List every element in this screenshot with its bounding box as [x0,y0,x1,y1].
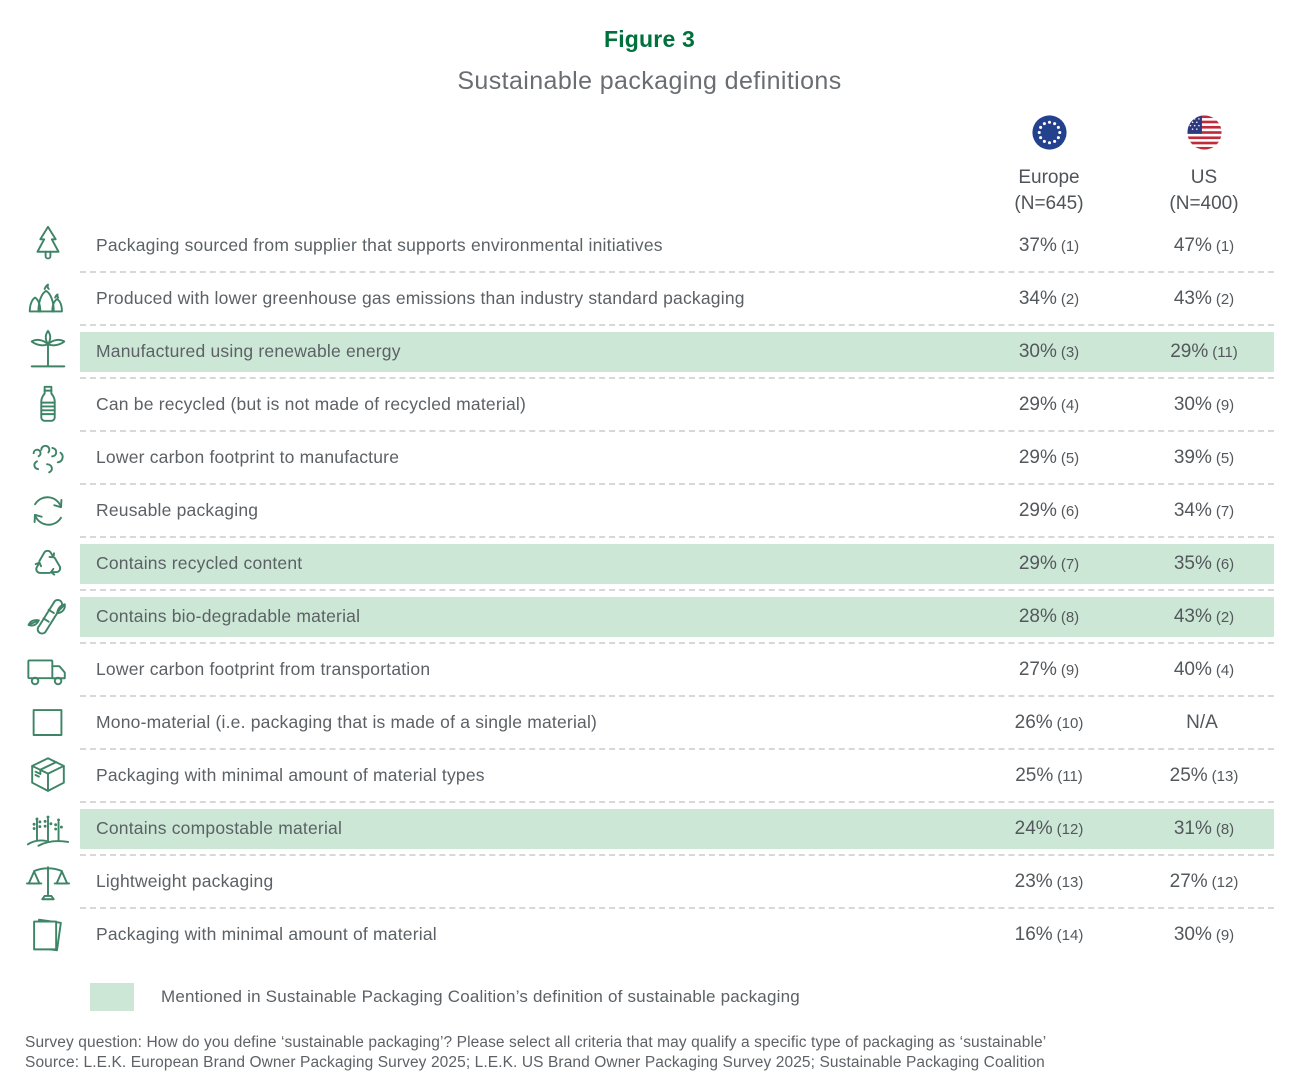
table-row [25,431,1274,484]
europe-value: 28% (8) [1018,605,1080,627]
us-value: 40% (4) [1173,658,1235,680]
us-value: 25% (13) [1169,764,1239,786]
europe-value: 30% (3) [1018,340,1080,362]
carbon-smoke-icon [25,435,80,481]
us-column-name: US [1190,167,1218,188]
row-label: Mono-material (i.e. packaging that is made of a single material) [96,712,598,732]
europe-value: 23% (13) [1014,870,1084,892]
europe-column-name: Europe [1018,167,1080,188]
row-label: Contains bio-degradable material [96,606,361,626]
row-label: Packaging with minimal amount of material types [96,765,485,785]
mono-material-square-icon [25,700,80,746]
pine-tree-icon [25,223,80,269]
us-value: 43% (2) [1173,287,1235,309]
row-label: Can be recycled (but is not made of recycled material) [96,394,527,414]
us-flag-icon [1184,112,1225,153]
table-row [25,855,1274,908]
europe-value: 25% (11) [1015,764,1083,786]
us-value: 39% (5) [1173,446,1235,468]
europe-value: 27% (9) [1018,658,1080,680]
us-value: 31% (8) [1173,817,1235,839]
table-row [25,325,1274,378]
europe-value: 29% (6) [1018,499,1080,521]
row-label: Lower carbon footprint to manufacture [96,447,400,467]
table-row [25,484,1274,537]
row-label: Packaging sourced from supplier that supports environmental initiatives [96,235,663,255]
table-row [25,696,1274,749]
table-row [25,272,1274,325]
row-label: Reusable packaging [96,500,259,520]
table-row [25,537,1274,590]
europe-value: 37% (1) [1018,234,1080,256]
table-row [25,643,1274,696]
highlight-legend [90,983,1274,1011]
balance-scale-icon [25,859,80,905]
reuse-arrows-icon [25,488,80,534]
eu-flag-icon [1029,112,1070,153]
europe-value: 29% (4) [1018,393,1080,415]
europe-value: 16% (14) [1014,923,1084,945]
table-row [25,802,1274,855]
europe-value: 34% (2) [1018,287,1080,309]
row-label: Packaging with minimal amount of material [96,924,437,944]
row-label: Manufactured using renewable energy [96,341,401,361]
table-row [25,590,1274,643]
compost-plants-icon [25,806,80,852]
table-row [25,749,1274,802]
us-value: N/A [1186,711,1218,733]
plastic-bottle-icon [25,382,80,428]
emissions-mountains-icon [25,276,80,322]
table-row [25,378,1274,431]
us-value: 30% (9) [1173,393,1235,415]
row-label: Lower carbon footprint from transportation [96,659,431,679]
row-label: Contains compostable material [96,818,343,838]
us-value: 29% (11) [1170,340,1238,362]
legend-swatch [90,983,134,1011]
figure-label: Figure 3 [603,26,696,52]
figure-title: Sustainable packaging definitions [457,67,842,95]
column-header-europe [974,112,1124,217]
europe-value: 26% (10) [1014,711,1084,733]
us-value: 27% (12) [1169,870,1239,892]
us-value: 47% (1) [1173,234,1235,256]
definitions-table [25,219,1274,961]
source-note: Source: L.E.K. European Brand Owner Packaging Survey 2025; L.E.K. US Brand Owner Packaging Survey 2025; Sustainable Packaging Coalition [25,1054,1045,1071]
us-sample-size: (N=400) [1169,193,1239,214]
package-box-icon [25,753,80,799]
us-value: 43% (2) [1173,605,1235,627]
row-label: Produced with lower greenhouse gas emissions than industry standard packaging [96,288,745,308]
column-header-us [1134,112,1274,217]
europe-value: 29% (7) [1018,552,1080,574]
figure-footer [25,1033,1274,1073]
row-label: Contains recycled content [96,553,303,573]
column-headers [25,112,1274,217]
table-row [25,908,1274,961]
biodegradable-material-icon [25,594,80,640]
survey-question-note: Survey question: How do you define ‘sustainable packaging’? Please select all criteria that may qualify a specific type of packaging as ‘sustainable’ [25,1034,1047,1051]
us-value: 34% (7) [1173,499,1235,521]
us-value: 30% (9) [1173,923,1235,945]
europe-sample-size: (N=645) [1014,193,1084,214]
europe-value: 29% (5) [1018,446,1080,468]
truck-icon [25,647,80,693]
legend-text: Mentioned in Sustainable Packaging Coalition’s definition of sustainable packaging [161,987,800,1006]
wind-turbine-icon [25,329,80,375]
paper-sheets-icon [25,912,80,958]
table-row [25,219,1274,272]
recycle-triangle-icon [25,541,80,587]
row-label: Lightweight packaging [96,871,274,891]
us-value: 35% (6) [1173,552,1235,574]
europe-value: 24% (12) [1014,817,1084,839]
